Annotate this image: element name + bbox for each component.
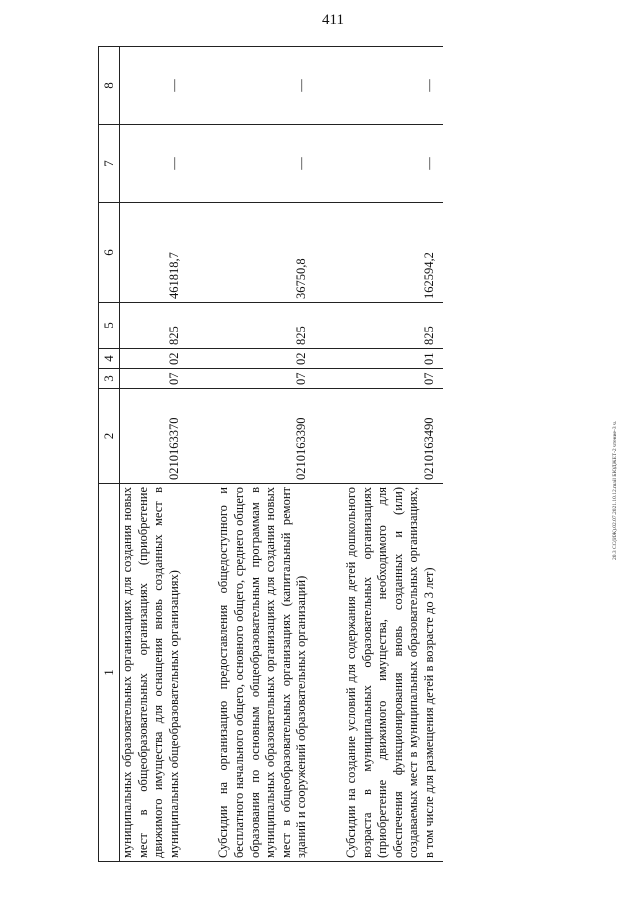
row-type: 825: [216, 303, 315, 349]
header-col-6: 6: [99, 203, 120, 303]
row-amount: 162594,2: [344, 203, 443, 303]
table-row: [120, 47, 188, 862]
row-description: муниципальных образовательных организациях для создания новых мест в общеобразовательных организациях (приобретение движимого имущества для оснащения вновь созданных мест в муниципальных общеобразовательных организациях): [120, 484, 188, 862]
table-row: [344, 47, 443, 862]
header-col-7: 7: [99, 125, 120, 203]
row-spacer: [315, 47, 344, 862]
header-col-5: 5: [99, 303, 120, 349]
row-amount: 36750,8: [216, 203, 315, 303]
row-col8: —: [216, 47, 315, 125]
row-spacer: [187, 47, 216, 862]
header-col-8: 8: [99, 47, 120, 125]
row-col8: —: [344, 47, 443, 125]
row-description: Субсидии на создание условий для содержания детей дошкольного возраста в муниципальных образовательных организациях (приобретение движимого имущества, необходимого для обеспечения функционирования вновь созданных и (или) создаваемых мест в муниципальных образовательных организациях, в том числе для размещения детей в возрасте до 3 лет): [344, 484, 443, 862]
table-header-row: [99, 47, 120, 862]
row-amount: 461818,7: [120, 203, 188, 303]
table-row: [216, 47, 315, 862]
row-subsection: 02: [120, 349, 188, 369]
row-subsection: 01: [344, 349, 443, 369]
row-col7: —: [344, 125, 443, 203]
row-col7: —: [120, 125, 188, 203]
row-code: 0210163390: [216, 389, 315, 484]
row-section: 07: [120, 369, 188, 389]
budget-table: [98, 46, 443, 862]
header-col-2: 2: [99, 389, 120, 484]
header-col-3: 3: [99, 369, 120, 389]
row-col7: —: [216, 125, 315, 203]
row-code: 0210163370: [120, 389, 188, 484]
row-type: 825: [344, 303, 443, 349]
rotated-table-container: [98, 47, 598, 862]
row-code: 0210163490: [344, 389, 443, 484]
header-col-4: 4: [99, 349, 120, 369]
row-subsection: 02: [216, 349, 315, 369]
row-col8: —: [120, 47, 188, 125]
page-number: 411: [322, 12, 344, 28]
row-type: 825: [120, 303, 188, 349]
margin-file-stamp: 20.3 СС(ИЖ).02.07.2021.10.12.mail БЮДЖЕТ-2 чтение-3 ч.: [612, 420, 618, 560]
row-section: 07: [344, 369, 443, 389]
row-description: Субсидии на организацию предоставления общедоступного и бесплатного начального общего, основного общего, среднего общего образования по основным общеобразовательным программам в муниципальных образовательных организациях для создания новых мест в общеобразовательных организациях (капитальный ремонт зданий и сооружений образовательных организаций): [216, 484, 315, 862]
header-col-1: 1: [99, 484, 120, 862]
row-section: 07: [216, 369, 315, 389]
